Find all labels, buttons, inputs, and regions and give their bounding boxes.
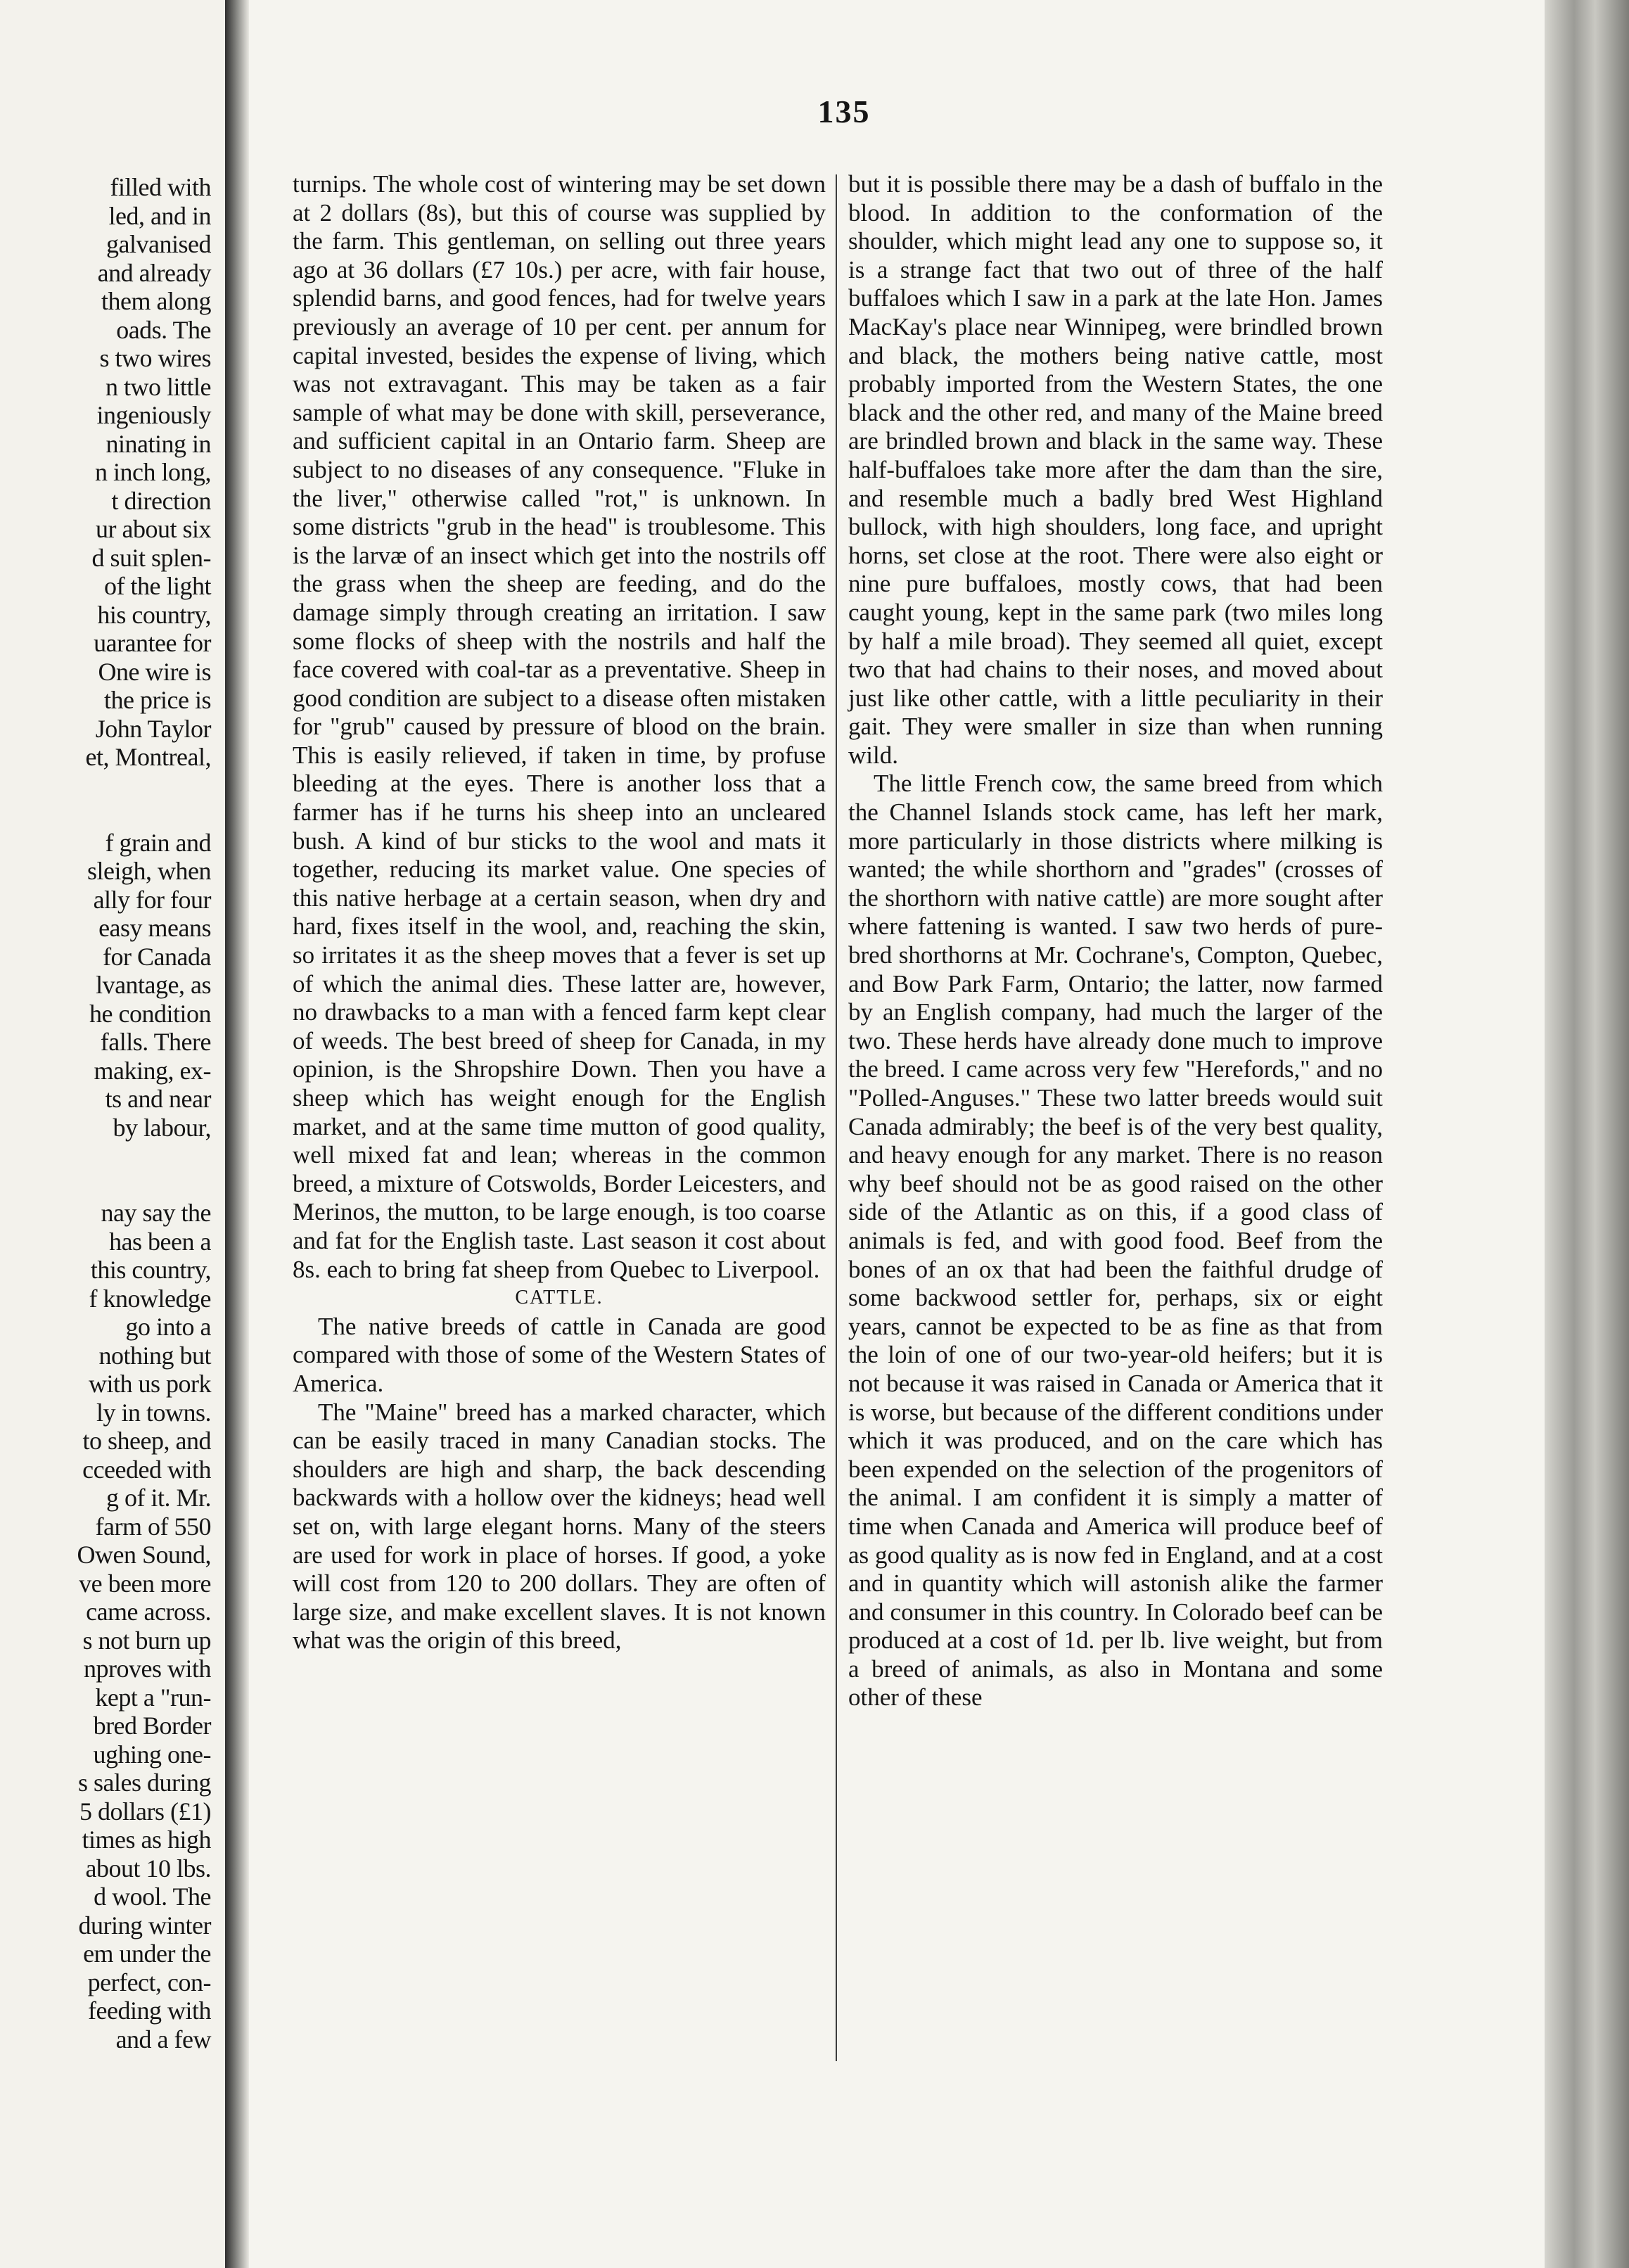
left-page-line: falls. There xyxy=(100,1028,211,1056)
left-page-line: d suit splen- xyxy=(91,543,211,572)
page-edge xyxy=(1545,0,1629,2268)
left-page-line: n inch long, xyxy=(95,458,211,486)
left-page-line: perfect, con- xyxy=(87,1968,211,1996)
left-page-line: ninating in xyxy=(106,429,211,458)
left-page-line: em under the xyxy=(83,1939,211,1968)
text-column-left xyxy=(293,170,826,1655)
left-page-line: ve been more xyxy=(79,1569,211,1598)
left-page-line: et, Montreal, xyxy=(85,743,211,771)
left-page-line xyxy=(0,1142,211,1171)
left-page-line: cceeded with xyxy=(82,1455,211,1484)
left-page-line: for Canada xyxy=(103,942,211,971)
left-page-line: he condition xyxy=(89,999,211,1028)
page-number: 135 xyxy=(817,94,871,129)
left-page-line: John Taylor xyxy=(95,714,211,743)
left-page-line: sleigh, when xyxy=(87,857,211,885)
left-page-line: led, and in xyxy=(108,201,211,230)
left-page-line: nothing but xyxy=(98,1341,211,1370)
left-page-line: times as high xyxy=(82,1826,211,1854)
left-page-line: oads. The xyxy=(116,315,211,344)
column-divider xyxy=(836,174,837,2061)
left-page-line: uarantee for xyxy=(94,629,211,657)
left-page-line: s two wires xyxy=(99,344,211,372)
section-heading-cattle: CATTLE. xyxy=(515,1287,603,1309)
left-page-line: s sales during xyxy=(78,1769,211,1797)
book-gutter xyxy=(225,0,249,2268)
left-page-line: lvantage, as xyxy=(96,971,211,999)
left-page-line: ingeniously xyxy=(96,401,211,429)
left-page-line: nproves with xyxy=(84,1655,211,1683)
left-page-line: ly in towns. xyxy=(96,1398,211,1427)
left-page-line: filled with xyxy=(110,173,211,201)
left-page-line: s not burn up xyxy=(82,1626,211,1655)
left-page-line: his country, xyxy=(97,600,211,629)
left-page-line: d wool. The xyxy=(94,1882,211,1911)
left-page-line: farm of 550 xyxy=(95,1512,211,1541)
left-page-line: go into a xyxy=(125,1313,211,1341)
left-page-line: ughing one- xyxy=(93,1740,211,1769)
left-page-line: kept a "run- xyxy=(95,1683,211,1712)
left-page-line: of the light xyxy=(104,572,211,600)
left-page-line: Owen Sound, xyxy=(77,1541,211,1569)
left-page-line: by labour, xyxy=(113,1113,211,1142)
left-page-line: and a few xyxy=(115,2025,211,2053)
left-page-line xyxy=(0,800,211,829)
left-page-line: t direction xyxy=(111,486,211,515)
left-page-line: g of it. Mr. xyxy=(106,1484,211,1512)
left-page-line: ur about six xyxy=(96,515,211,543)
left-page-line: f knowledge xyxy=(89,1284,211,1313)
paragraph: turnips. The whole cost of wintering may be set down at 2 dollars (8s), but this of course was supplied by the farm. This gentleman, on selling out three years ago at 36 dollars (£7 10s.) per acre, with fair house, splendid barns, and good fences, had for twelve years previously an average of 10 per cent. per annum for capital invested, besides the expense of living, which was not extravagant. This may be taken as a fair sample of what may be done with skill, perseverance, and sufficient capital in an Ontario farm. Sheep are subject to no diseases of any consequence. "Fluke in the liver," otherwise called "rot," is unknown. In some districts "grub in the head" is troublesome. This is the larvæ of an insect which get into the nostrils off the grass when the sheep are feeding, and do the damage simply through creating an irritation. I saw some flocks of sheep with the nostrils and half the face covered with coal-tar as a preventative. Sheep in good condition are subject to a disease often mistaken for "grub" caused by pressure of blood on the brain. This is easily relieved, if taken in time, by profuse bleeding at the eyes. There is another loss that a farmer has if he turns his sheep into an uncleared bush. A kind of bur sticks to the wool and mats it together, reducing its market value. One species of this native herbage at a certain season, when dry and hard, fixes itself in the wool, and, reaching the skin, so irritates it as the sheep moves that a fever is set up of which the animal dies. These latter are, however, no drawbacks to a man with a fenced farm kept clear of weeds. The best breed of sheep for Canada, in my opinion, is the Shropshire Down. Then you have a sheep which has weight enough for the English market, and at the same time mutton of good quality, well mixed fat and lean; whereas in the common breed, a mixture of Cotswolds, Border Leicesters, and Merinos, the mutton, to be large enough, is too coarse and fat for the English taste. Last season it cost about 8s. each to bring fat sheep from Quebec to Liverpool. xyxy=(293,170,826,1283)
left-page-line: easy means xyxy=(98,914,211,942)
left-page-line: them along xyxy=(101,287,211,315)
left-page-line: f grain and xyxy=(105,828,211,857)
left-page-line: to sheep, and xyxy=(82,1427,211,1455)
left-page-line: ts and near xyxy=(105,1085,211,1113)
left-page-text xyxy=(0,173,211,2053)
left-page-line: 5 dollars (£1) xyxy=(79,1797,211,1826)
paragraph: The "Maine" breed has a marked character, which can be easily traced in many Canadian stocks. The shoulders are high and sharp, the back descending backwards with a hollow over the kidneys; head well set on, with large elegant horns. Many of the steers are used for work in place of horses. If good, a yoke will cost from 120 to 200 dollars. They are often of large size, and make excellent slaves. It is not known what was the origin of this breed, xyxy=(293,1398,826,1655)
left-page-line: bred Border xyxy=(93,1712,211,1740)
left-page-line: and already xyxy=(97,258,211,287)
left-page-fragment xyxy=(0,0,226,2268)
left-page-line xyxy=(0,1171,211,1199)
text-column-right xyxy=(848,170,1383,1712)
left-page-line: ally for four xyxy=(93,885,211,914)
left-page-line: during winter xyxy=(78,1911,211,1939)
left-page-line: One wire is xyxy=(98,657,211,686)
left-page-line: nay say the xyxy=(101,1199,211,1227)
left-page-line: making, ex- xyxy=(94,1056,211,1085)
paragraph: but it is possible there may be a dash of buffalo in the blood. In addition to the conformation of the shoulder, which might lead any one to suppose so, it is a strange fact that two out of three of the half buffaloes which I saw in a park at the late Hon. James MacKay's place near Winnipeg, were brindled brown and black, the mothers being native cattle, most probably imported from the Western States, the one black and the other red, and many of the Maine breed are brindled brown and black in the same way. These half-buffaloes take more after the dam than the sire, and resemble much a badly bred West Highland bullock, with high shoulders, long face, and upright horns, set close at the root. There were also eight or nine pure buffaloes, mostly cows, that had been caught young, kept in the same park (two miles long by half a mile broad). They seemed all quiet, except two that had chains to their noses, and moved about just like other cattle, with a little peculiarity in their gait. They were smaller in size than when running wild. xyxy=(848,170,1383,769)
left-page-line: about 10 lbs. xyxy=(85,1854,211,1882)
left-page-line: came across. xyxy=(86,1598,211,1626)
paragraph: The native breeds of cattle in Canada are good compared with those of some of the Western States of America. xyxy=(293,1312,826,1397)
left-page-line: the price is xyxy=(104,686,211,714)
left-page-line: feeding with xyxy=(88,1996,211,2025)
left-page-line: this country, xyxy=(90,1256,211,1284)
left-page-line: with us pork xyxy=(89,1370,211,1398)
left-page-line: n two little xyxy=(106,372,211,401)
left-page-line: galvanised xyxy=(106,230,211,258)
paragraph: The little French cow, the same breed from which the Channel Islands stock came, has left her mark, more particularly in those districts where milking is wanted; the while shorthorn and "grades" (crosses of the shorthorn with native cattle) are more sought after where fattening is wanted. I saw two herds of pure-bred shorthorns at Mr. Cochrane's, Compton, Quebec, and Bow Park Farm, Ontario; the latter, now farmed by an English company, had much the larger of the two. These herds have already done much to improve the breed. I came across very few "Herefords," and no "Polled-Anguses." These two latter breeds would suit Canada admirably; the beef is of the very best quality, and heavy enough for any market. There is no reason why beef should not be as good raised on the other side of the Atlantic as on this, if a good class of animals is fed, and with good food. Beef from the bones of an ox that had been the faithful drudge of some backwood settler for, perhaps, six or eight years, cannot be expected to be as fine as that from the loin of one of our two-year-old heifers; but it is not because it was raised in Canada or America that it is worse, but because of the different conditions under which it was produced, and on the care which has been expended on the selection of the progenitors of the animal. I am confident it is simply a matter of time when Canada and America will produce beef of as good quality as is now fed in England, and at a cost and in quantity which will astonish alike the farmer and consumer in this country. In Colorado beef can be produced at a cost of 1d. per lb. live weight, but from a breed of animals, as also in Montana and some other of these xyxy=(848,770,1383,1712)
left-page-line xyxy=(0,772,211,801)
left-page-line: has been a xyxy=(109,1227,211,1256)
